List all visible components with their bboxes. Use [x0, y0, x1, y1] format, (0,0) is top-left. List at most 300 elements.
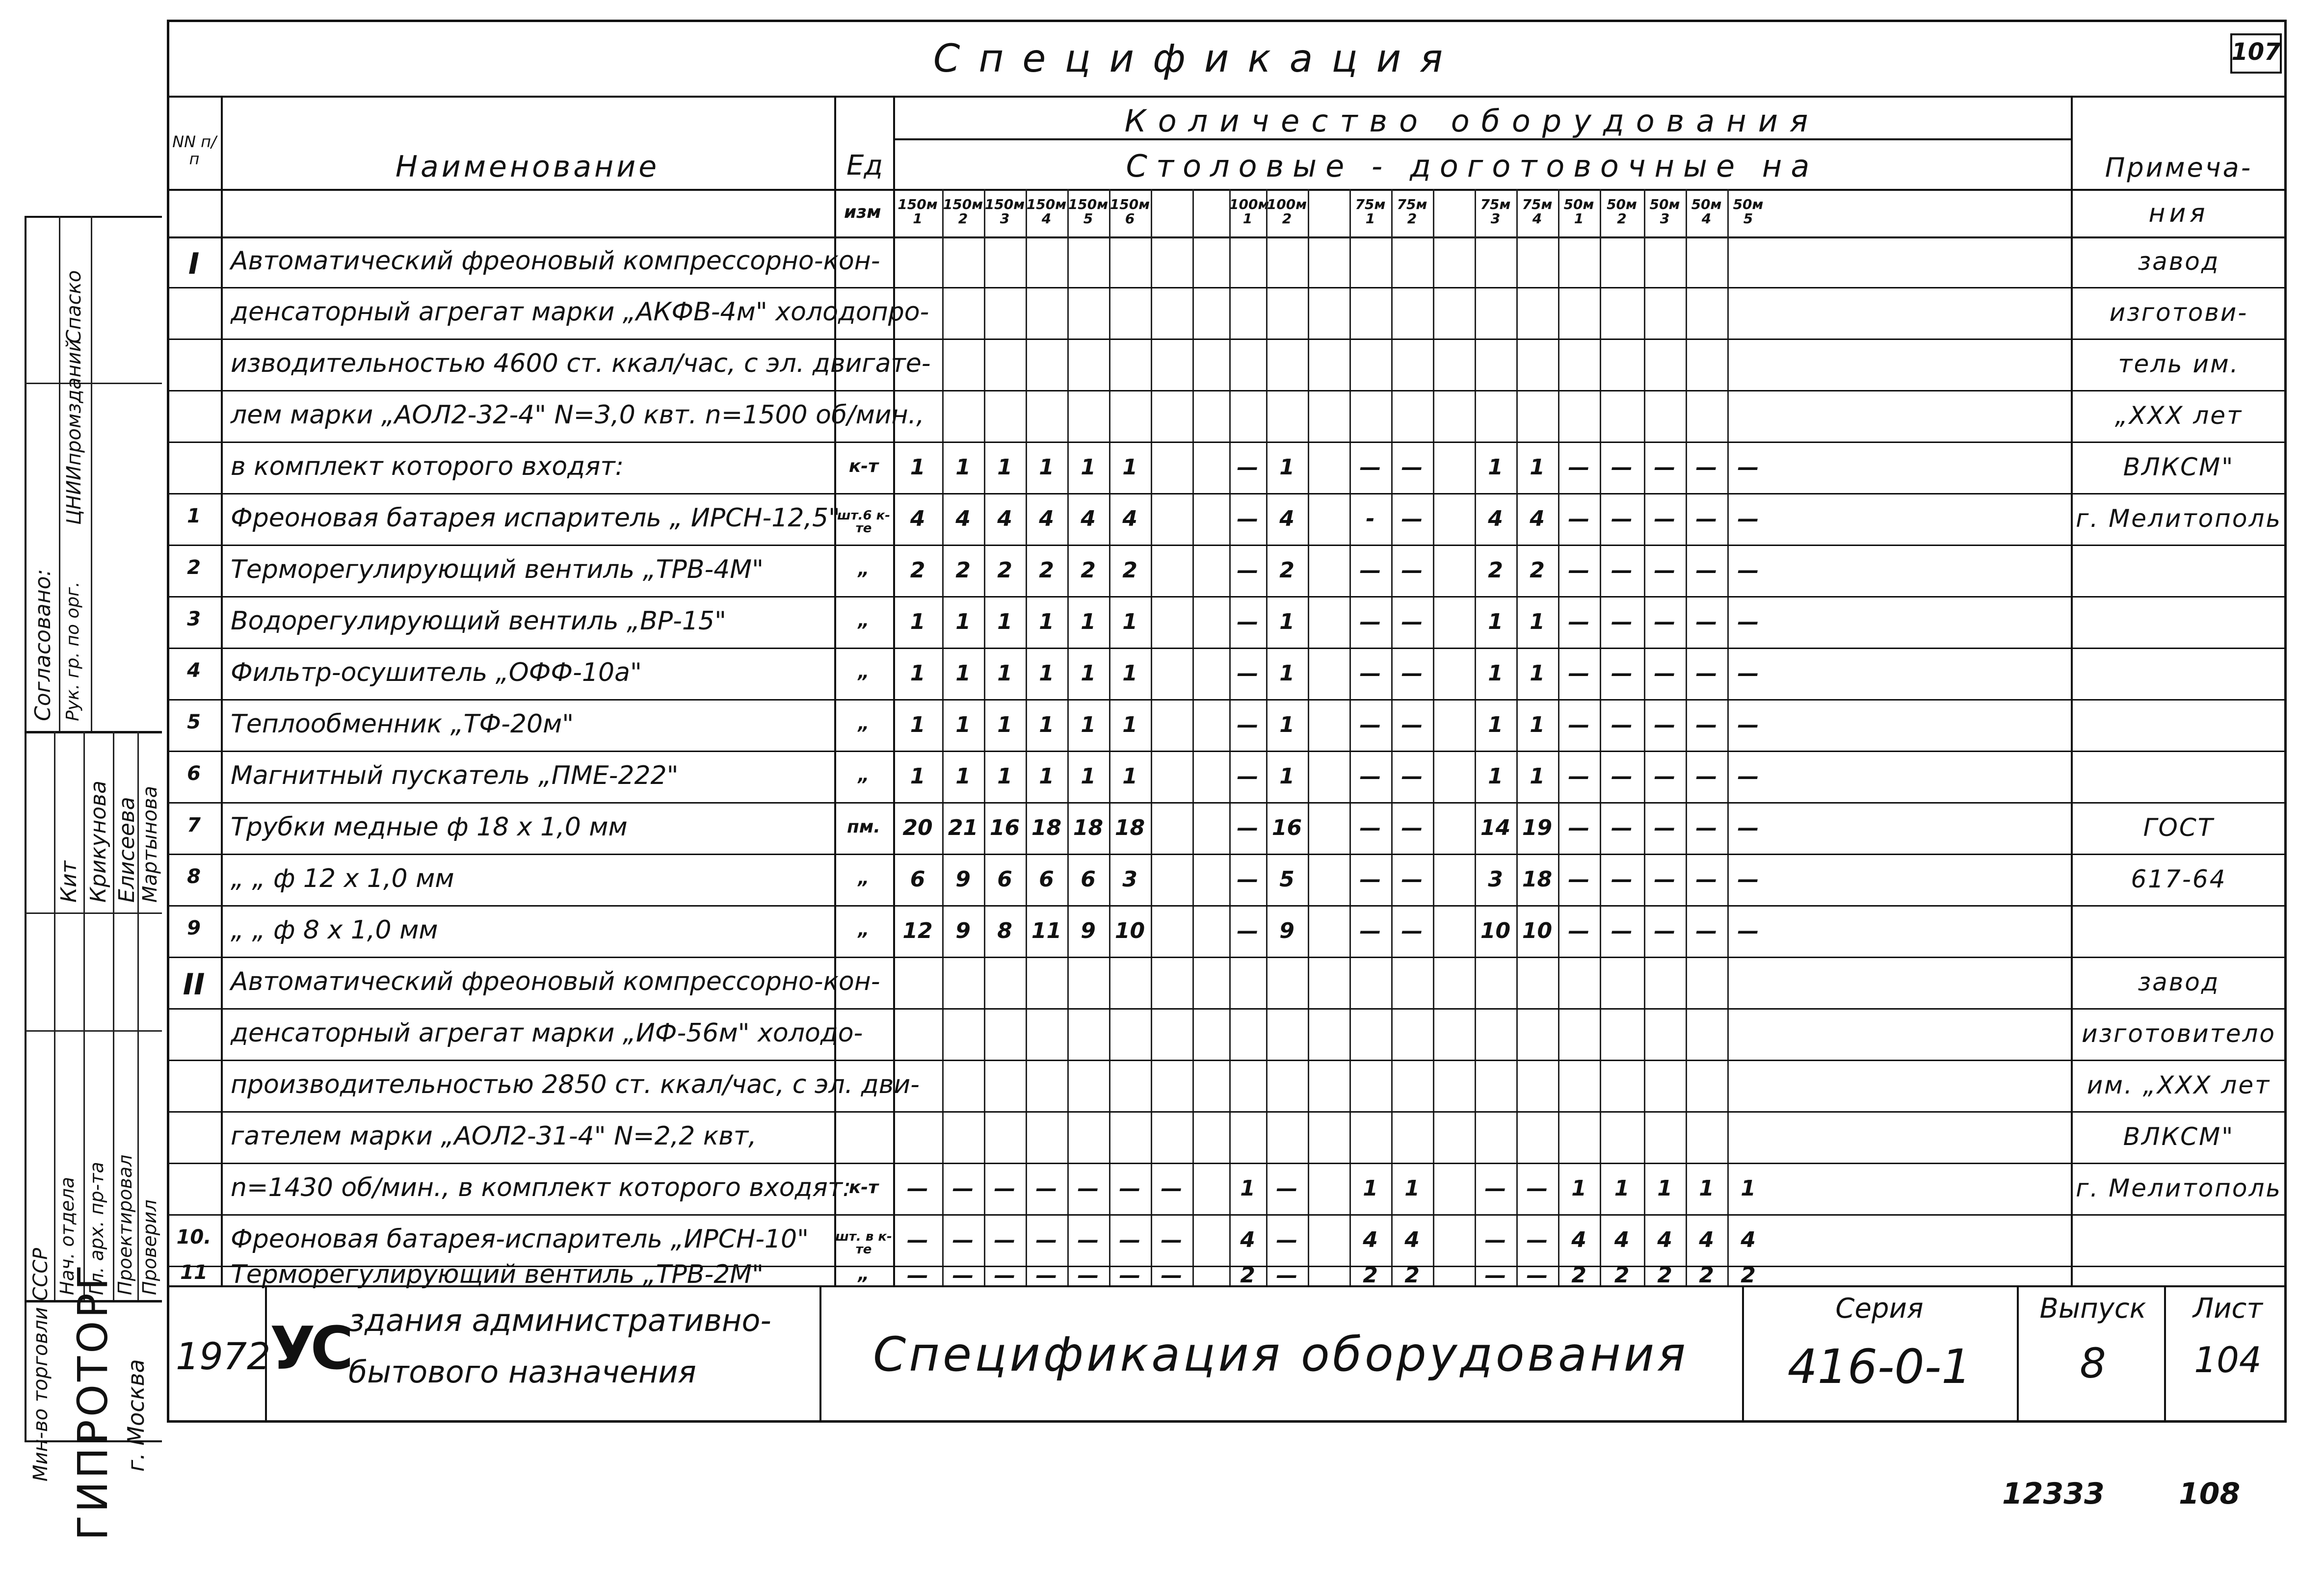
quantity-cell: —	[1401, 454, 1423, 480]
table-row	[167, 1214, 2287, 1266]
quantity-cell: 1	[1530, 660, 1545, 686]
quantity-column-capacity: 150м	[898, 196, 938, 212]
quantity-cell: —	[1611, 763, 1633, 789]
quantity-cell: —	[1484, 1263, 1506, 1288]
quantity-cell: 1	[1081, 660, 1096, 686]
quantity-cell: 4	[910, 506, 925, 531]
table-row	[167, 957, 2287, 1008]
quantity-cell: —	[1401, 506, 1423, 531]
quantity-cell: 1	[955, 660, 971, 686]
document-title: Спецификация оборудования	[873, 1327, 1689, 1382]
quantity-cell: —	[1611, 660, 1633, 686]
quantity-cell: —	[1359, 763, 1381, 789]
quantity-column-capacity: 150м	[1068, 196, 1109, 212]
quantity-cell: —	[1654, 712, 1676, 737]
quantity-cell: —	[1237, 557, 1259, 583]
stamp-role-1: Нач. отдела	[56, 1176, 78, 1295]
quantity-cell: —	[1737, 712, 1759, 737]
stamp-ruk-gr: Рук. гр. по орг.	[63, 581, 83, 721]
quantity-cell: 18	[1073, 815, 1104, 840]
quantity-cell: 4	[1363, 1227, 1378, 1252]
quantity-cell: 1	[1122, 763, 1137, 789]
quantity-cell: 1	[1279, 609, 1294, 634]
quantity-cell: —	[1654, 815, 1676, 840]
quantity-cell: 1	[1039, 763, 1054, 789]
quantity-column-capacity: 150м	[1026, 196, 1067, 212]
quantity-column-caption	[1067, 197, 1109, 226]
quantity-cell: —	[1484, 1175, 1506, 1201]
sheet-label: Лист	[2193, 1293, 2263, 1325]
note: „XXX лет	[2114, 401, 2243, 430]
quantity-column-caption	[1266, 197, 1308, 226]
quantity-cell: 2	[1039, 557, 1054, 583]
quantity-cell: —	[1237, 763, 1259, 789]
quantity-column-capacity: 50м	[1733, 196, 1764, 212]
quantity-cell: —	[1359, 866, 1381, 892]
quantity-cell: 1	[1081, 454, 1096, 480]
unit: „	[858, 713, 870, 734]
quantity-cell: —	[1695, 712, 1717, 737]
quantity-cell: 1	[1122, 609, 1137, 634]
quantity-column-caption	[984, 197, 1026, 226]
col-unit-header: Ед	[846, 150, 883, 182]
quantity-cell: 16	[1271, 815, 1302, 840]
quantity-cell: 1	[997, 660, 1012, 686]
quantity-cell: —	[1695, 506, 1717, 531]
quantity-column-index: 5	[1083, 210, 1093, 227]
table-row	[167, 648, 2287, 699]
note: г. Мелитополь	[2076, 1173, 2282, 1202]
page-number: 107	[2231, 38, 2281, 66]
quantity-cell: 9	[1081, 918, 1096, 943]
quantity-cell: —	[1568, 866, 1590, 892]
row-number: 4	[187, 659, 201, 682]
quantity-cell: 4	[955, 506, 971, 531]
quantity-column-index: 4	[1041, 210, 1052, 227]
quantity-cell: —	[1568, 763, 1590, 789]
quantity-cell: —	[1695, 609, 1717, 634]
quantity-column-capacity: 100м	[1267, 196, 1307, 212]
quantity-cell: —	[1237, 866, 1259, 892]
page-title: Спецификация	[933, 37, 1462, 81]
unit: „	[858, 919, 870, 940]
quantity-cell: 19	[1522, 815, 1553, 840]
quantity-cell: —	[907, 1175, 928, 1201]
quantity-cell: —	[1276, 1227, 1298, 1252]
quantity-cell: —	[1737, 660, 1759, 686]
item-name: Терморегулирующий вентиль „ТРВ-2М"	[231, 1260, 764, 1289]
quantity-cell: 2	[1122, 557, 1137, 583]
item-name: лем марки „АОЛ2-32-4" N=3,0 квт. n=1500 об/мин.,	[231, 400, 924, 430]
stamp-name-1: Кит	[56, 860, 81, 903]
quantity-cell: 9	[1279, 918, 1294, 943]
quantity-column-caption	[1558, 197, 1600, 226]
quantity-column-caption	[1516, 197, 1558, 226]
item-name: производительностью 2850 ст. ккал/час, с эл. дви-	[231, 1069, 920, 1099]
quantity-cell: —	[1737, 815, 1759, 840]
quantity-cell: —	[1654, 557, 1676, 583]
quantity-cell: 18	[1114, 815, 1145, 840]
quantity-cell: 1	[997, 454, 1012, 480]
quantity-cell: —	[1237, 454, 1259, 480]
issue-value: 8	[2080, 1339, 2106, 1387]
quantity-cell: 1	[1279, 712, 1294, 737]
quantity-cell: 2	[910, 557, 925, 583]
note: изготовитело	[2081, 1019, 2276, 1048]
year: 1972	[176, 1334, 271, 1378]
quantity-cell: 1	[1614, 1175, 1630, 1201]
quantity-cell: —	[1654, 609, 1676, 634]
unit: „	[858, 868, 870, 888]
unit: пм.	[847, 816, 880, 837]
quantity-cell: —	[1276, 1263, 1298, 1288]
stamp-role-3: Проектировал	[114, 1154, 136, 1295]
quantity-cell: 1	[997, 763, 1012, 789]
col-note-sub: ния	[2148, 199, 2209, 228]
unit: шт. в к-те	[835, 1229, 892, 1257]
item-name: Фреоновая батарея-испаритель „ИРСН-10"	[231, 1224, 809, 1254]
quantity-column-index: 1	[1242, 210, 1253, 227]
quantity-cell: 4	[1488, 506, 1503, 531]
quantity-cell: 1	[1530, 454, 1545, 480]
col-note-header: Примеча-	[2105, 152, 2253, 183]
quantity-cell: —	[1401, 763, 1423, 789]
stamp-role-2: Гл. арх. пр-та	[86, 1162, 107, 1295]
note: тель им.	[2118, 349, 2240, 378]
quantity-column-caption	[942, 197, 984, 226]
quantity-cell: 4	[1404, 1227, 1420, 1252]
quantity-cell: —	[1161, 1263, 1183, 1288]
quantity-cell: —	[1654, 763, 1676, 789]
item-name: Фильтр-осушитель „ОФФ-10а"	[231, 657, 642, 687]
quantity-column-index: 1	[1574, 210, 1584, 227]
item-name: изводительностью 4600 ст. ккал/час, с эл. двигате-	[231, 348, 931, 378]
quantity-cell: —	[1401, 712, 1423, 737]
quantity-cell: —	[1237, 506, 1259, 531]
unit: к-т	[848, 456, 879, 476]
quantity-column-index: 4	[1532, 210, 1542, 227]
quantity-cell: 1	[955, 763, 971, 789]
quantity-cell: 1	[1122, 712, 1137, 737]
quantity-cell: 1	[1039, 712, 1054, 737]
quantity-cell: 1	[910, 712, 925, 737]
stamp-name-4: Мартынова	[139, 785, 161, 903]
quantity-cell: —	[1611, 557, 1633, 583]
quantity-cell: 4	[1614, 1227, 1630, 1252]
table-row	[167, 699, 2287, 751]
quantity-cell: 4	[1741, 1227, 1756, 1252]
quantity-cell: 10	[1522, 918, 1553, 943]
quantity-cell: —	[1654, 506, 1676, 531]
quantity-cell: —	[1401, 557, 1423, 583]
quantity-cell: —	[907, 1263, 928, 1288]
quantity-column-caption	[1644, 197, 1686, 226]
stamp-institute: ГИПРОТОРГ	[69, 1262, 117, 1540]
quantity-cell: 1	[1122, 454, 1137, 480]
quantity-cell: 1	[1279, 454, 1294, 480]
quantity-cell: —	[1611, 712, 1633, 737]
quantity-cell: —	[1077, 1227, 1099, 1252]
quantity-cell: —	[1526, 1227, 1548, 1252]
table-row	[167, 905, 2287, 957]
row-number: II	[183, 967, 205, 1002]
quantity-cell: —	[1611, 609, 1633, 634]
quantity-column-caption	[1391, 197, 1433, 226]
quantity-column-caption	[1229, 196, 1269, 227]
row-number: 8	[187, 865, 201, 888]
quantity-cell: —	[1119, 1227, 1141, 1252]
quantity-cell: 16	[989, 815, 1020, 840]
table-row	[167, 390, 2287, 442]
quantity-cell: 2	[1699, 1263, 1714, 1288]
quantity-cell: 4	[1657, 1227, 1672, 1252]
note: г. Мелитополь	[2076, 504, 2282, 533]
quantity-cell: —	[1568, 660, 1590, 686]
quantity-column-capacity: 50м	[1563, 196, 1594, 212]
quantity-cell: —	[1077, 1263, 1099, 1288]
quantity-cell: —	[1568, 609, 1590, 634]
quantity-cell: 2	[1488, 557, 1503, 583]
stamp-city: г. Москва	[123, 1359, 149, 1472]
quantity-cell: 2	[997, 557, 1012, 583]
row-number: 6	[187, 762, 201, 785]
approval-stamp	[0, 0, 167, 1588]
quantity-cell: 2	[1240, 1263, 1255, 1288]
quantity-column-index: 2	[958, 210, 968, 227]
quantity-cell: 1	[1699, 1175, 1714, 1201]
unit: „	[858, 662, 870, 682]
item-name: Фреоновая батарея испаритель „ ИРСН-12,5"	[231, 503, 840, 533]
quantity-cell: 4	[1240, 1227, 1255, 1252]
quantity-cell: —	[1611, 454, 1633, 480]
quantity-column-index: 3	[1660, 210, 1670, 227]
quantity-cell: —	[994, 1227, 1016, 1252]
quantity-cell: 2	[955, 557, 971, 583]
note: им. „XXX лет	[2086, 1070, 2271, 1099]
quantity-cell: —	[1695, 454, 1717, 480]
item-name: n=1430 об/мин., в комплект которого входят:	[231, 1172, 851, 1202]
quantity-cell: —	[1526, 1175, 1548, 1201]
item-name: Водорегулирующий вентиль „ВР-15"	[231, 606, 726, 636]
quantity-cell: 1	[1240, 1175, 1255, 1201]
quantity-cell: —	[1737, 763, 1759, 789]
quantity-column-capacity: 75м	[1397, 196, 1427, 212]
quantity-cell: —	[1401, 660, 1423, 686]
quantity-cell: —	[994, 1175, 1016, 1201]
quantity-cell: 2	[1571, 1263, 1586, 1288]
quantity-cell: 2	[1614, 1263, 1630, 1288]
quantity-column-caption	[1475, 197, 1516, 226]
quantity-cell: 1	[955, 609, 971, 634]
quantity-cell: 2	[1741, 1263, 1756, 1288]
table-row	[167, 854, 2287, 905]
quantity-cell: —	[1695, 918, 1717, 943]
quantity-cell: 3	[1488, 866, 1503, 892]
quantity-column-index: 1	[913, 210, 923, 227]
table-row	[167, 545, 2287, 596]
quantity-cell: 1	[1039, 660, 1054, 686]
note: завод	[2138, 247, 2220, 276]
quantity-cell: 21	[948, 815, 978, 840]
quantity-cell: 1	[1488, 763, 1503, 789]
quantity-cell: —	[1401, 918, 1423, 943]
quantity-column-index: 1	[1365, 210, 1375, 227]
quantity-column-capacity: 75м	[1480, 196, 1511, 212]
quantity-cell: 1	[1279, 660, 1294, 686]
quantity-cell: —	[1568, 712, 1590, 737]
quantity-cell: 12	[902, 918, 933, 943]
quantity-column-caption	[1349, 197, 1391, 226]
note: завод	[2138, 967, 2220, 996]
quantity-cell: 1	[910, 763, 925, 789]
quantity-cell: 1	[1530, 712, 1545, 737]
quantity-cell: 3	[1122, 866, 1137, 892]
item-name: Терморегулирующий вентиль „ТРВ-4М"	[231, 554, 764, 584]
table-row	[167, 1111, 2287, 1163]
unit: шт.6 к-те	[837, 508, 891, 536]
quantity-cell: 1	[1741, 1175, 1756, 1201]
stamp-name-3: Елисеева	[114, 797, 139, 903]
quantity-column-capacity: 75м	[1355, 196, 1386, 212]
quantity-cell: —	[1737, 609, 1759, 634]
note: ГОСТ	[2143, 813, 2215, 842]
quantity-column-capacity: 150м	[1109, 196, 1150, 212]
note: ВЛКСМ"	[2123, 1122, 2235, 1151]
col-unit-sub: изм	[844, 202, 881, 222]
issue-label: Выпуск	[2039, 1293, 2146, 1325]
quantity-column-capacity: 150м	[943, 196, 983, 212]
row-number: 11	[180, 1261, 208, 1284]
item-name: „ „ ф 12 х 1,0 мм	[231, 863, 454, 893]
quantity-cell: 2	[1657, 1263, 1672, 1288]
row-number: 5	[187, 710, 201, 733]
quantity-column-capacity: 100м	[1229, 196, 1269, 212]
quantity-cell: 9	[955, 866, 971, 892]
quantity-cell: —	[907, 1227, 928, 1252]
table-row	[167, 442, 2287, 493]
quantity-column-caption	[1686, 197, 1727, 226]
unit: к-т	[848, 1177, 879, 1198]
stamp-ministry: Мин-во торговли СССР	[29, 1248, 52, 1482]
quantity-cell: 2	[1081, 557, 1096, 583]
quantity-cell: 2	[1279, 557, 1294, 583]
row-number: 10.	[176, 1225, 211, 1249]
quantity-cell: —	[1359, 557, 1381, 583]
quantity-cell: 1	[1530, 763, 1545, 789]
note: 617-64	[2131, 864, 2227, 893]
quantity-cell: —	[1119, 1175, 1141, 1201]
quantity-column-index: 2	[1282, 210, 1292, 227]
quantity-cell: 1	[910, 609, 925, 634]
table-row	[167, 493, 2287, 545]
footer-page-number: 108	[2179, 1477, 2241, 1511]
quantity-cell: 1	[1081, 763, 1096, 789]
quantity-cell: —	[1484, 1227, 1506, 1252]
quantity-cell: 20	[902, 815, 933, 840]
note: изготови-	[2109, 298, 2248, 327]
quantity-cell: —	[952, 1175, 974, 1201]
quantity-cell: —	[1611, 918, 1633, 943]
quantity-cell: 1	[1488, 609, 1503, 634]
quantity-cell: 1	[1039, 609, 1054, 634]
table-row	[167, 596, 2287, 648]
table-row	[167, 287, 2287, 338]
quantity-cell: —	[994, 1263, 1016, 1288]
quantity-cell: 1	[955, 454, 971, 480]
quantity-cell: 1	[1488, 660, 1503, 686]
quantity-cell: —	[1359, 918, 1381, 943]
quantity-cell: —	[1737, 557, 1759, 583]
quantity-cell: 11	[1031, 918, 1062, 943]
item-name: „ „ ф 8 х 1,0 мм	[231, 915, 438, 945]
quantity-cell: —	[1161, 1175, 1183, 1201]
project-line-2: бытового назначения	[348, 1354, 696, 1390]
quantity-cell: 1	[1081, 609, 1096, 634]
table-row	[167, 751, 2287, 802]
quantity-cell: —	[952, 1263, 974, 1288]
quantity-column-caption	[893, 197, 942, 226]
quantity-cell: —	[1359, 660, 1381, 686]
quantity-cell: —	[1237, 609, 1259, 634]
stamp-name-2: Крикунова	[86, 781, 111, 903]
quantity-column-capacity: 50м	[1649, 196, 1680, 212]
quantity-cell: 1	[997, 712, 1012, 737]
quantity-cell: 14	[1480, 815, 1511, 840]
quantity-cell: —	[1695, 815, 1717, 840]
quantity-cell: 18	[1522, 866, 1553, 892]
sheet-value: 104	[2194, 1339, 2262, 1380]
quantity-cell: —	[1077, 1175, 1099, 1201]
quantity-cell: 1	[1657, 1175, 1672, 1201]
quantity-cell: —	[1611, 815, 1633, 840]
unit: „	[858, 559, 870, 579]
quantity-cell: —	[1359, 609, 1381, 634]
quantity-column-caption	[1600, 197, 1644, 226]
unit: „	[858, 610, 870, 631]
table-row	[167, 1060, 2287, 1111]
quantity-cell: 1	[1279, 763, 1294, 789]
quantity-cell: 4	[997, 506, 1012, 531]
quantity-cell: —	[1161, 1227, 1183, 1252]
quantity-cell: 10	[1114, 918, 1145, 943]
quantity-cell: 1	[1488, 712, 1503, 737]
stamp-org: ЦНИИпромзданий	[63, 339, 85, 525]
quantity-column-index: 3	[1490, 210, 1501, 227]
quantity-cell: —	[1737, 506, 1759, 531]
series-value: 416-0-1	[1787, 1339, 1972, 1394]
item-name: Трубки медные ф 18 х 1,0 мм	[231, 812, 628, 842]
quantity-cell: —	[1035, 1263, 1057, 1288]
quantity-column-capacity: 75м	[1522, 196, 1553, 212]
quantity-cell: —	[1568, 454, 1590, 480]
col-name-header: Наименование	[395, 150, 660, 184]
quantity-cell: —	[1237, 660, 1259, 686]
quantity-cell: 1	[1530, 609, 1545, 634]
quantity-cell: —	[1401, 815, 1423, 840]
quantity-column-capacity: 150м	[984, 196, 1025, 212]
quantity-cell: 4	[1530, 506, 1545, 531]
quantity-cell: 4	[1039, 506, 1054, 531]
quantity-cell: —	[1401, 866, 1423, 892]
row-number: I	[188, 246, 200, 281]
quantity-cell: 8	[997, 918, 1012, 943]
item-name: денсаторный агрегат марки „ИФ-56м" холодо-	[231, 1018, 863, 1048]
row-number: 1	[187, 504, 201, 527]
quantity-cell: 1	[1039, 454, 1054, 480]
quantity-cell: —	[1568, 815, 1590, 840]
quantity-cell: —	[1568, 506, 1590, 531]
quantity-cell: 1	[910, 660, 925, 686]
